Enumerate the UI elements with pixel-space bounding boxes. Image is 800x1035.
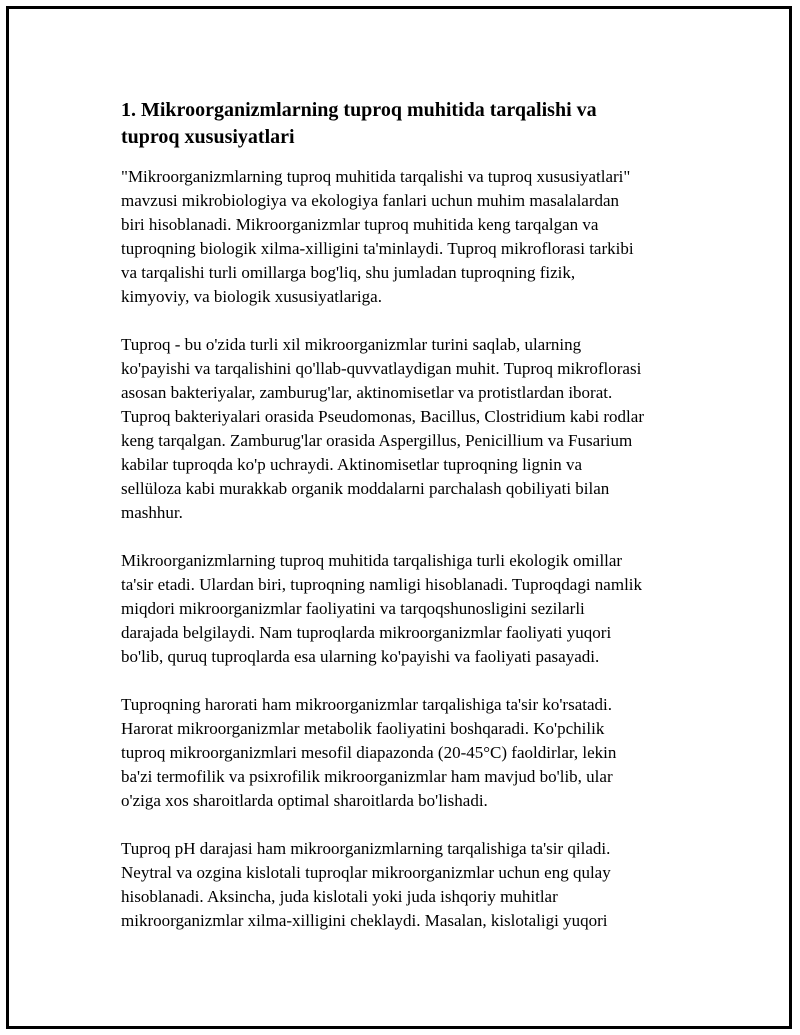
paragraph-3: Mikroorganizmlarning tuproq muhitida tarqalishiga turli ekologik omillar ta'sir etadi. Ulardan biri, tuproqning namligi hisoblanadi. Tuproqdagi namlik miqdori mikroorganizmlar faoliyatini va tarqoqshunosligini sezilarli darajada belgilaydi. Nam tuproqlarda mikroorganizmlar faoliyati yuqori bo'lib, quruq tuproqlarda esa ularning ko'payishi va faoliyati pasayadi. bbox=[121, 551, 643, 666]
paragraph-5: Tuproq pH darajasi ham mikroorganizmlarning tarqalishiga ta'sir qiladi. Neytral va ozgina kislotali tuproqlar mikroorganizmlar uchun eng qulay hisoblanadi. Aksincha, juda kislotali yoki juda ishqoriy muhitlar mikroorganizmlar xilma-xilligini cheklaydi. Masalan, kislotaligi yuqori bbox=[121, 839, 611, 930]
document-content bbox=[121, 97, 701, 957]
paragraph-1: "Mikroorganizmlarning tuproq muhitida tarqalishi va tuproq xususiyatlari" mavzusi mikrobiologiya va ekologiya fanlari uchun muhim masalalardan biri hisoblanadi. Mikroorganizmlar tuproq muhitida keng tarqalgan va tuproqning biologik xilma-xilligini ta'minlaydi. Tuproq mikroflorasi tarkibi va tarqalishi turli omillarga bog'liq, shu jumladan tuproqning fizik, kimyoviy, va biologik xususiyatlariga. bbox=[121, 167, 634, 306]
document-page bbox=[6, 6, 792, 1029]
paragraph-4: Tuproqning harorati ham mikroorganizmlar tarqalishiga ta'sir ko'rsatadi. Harorat mikroorganizmlar metabolik faoliyatini boshqaradi. Ko'pchilik tuproq mikroorganizmlari mesofil diapazonda (20-45°C) faoldirlar, lekin ba'zi termofilik va psixrofilik mikroorganizmlar ham mavjud bo'lib, ular o'ziga xos sharoitlarda optimal sharoitlarda bo'lishadi. bbox=[121, 695, 617, 810]
paragraph-2: Tuproq - bu o'zida turli xil mikroorganizmlar turini saqlab, ularning ko'payishi va tarqalishini qo'llab-quvvatlaydigan muhit. Tuproq mikroflorasi asosan bakteriyalar, zamburug'lar, aktinomisetlar va protistlardan iborat. Tuproq bakteriyalari orasida Pseudomonas, Bacillus, Clostridium kabi rodlar keng tarqalgan. Zamburug'lar orasida Aspergillus, Penicillium va Fusarium kabilar tuproqda ko'p uchraydi. Aktinomisetlar tuproqning lignin va sellüloza kabi murakkab organik moddalarni parchalash qobiliyati bilan mashhur. bbox=[121, 335, 644, 522]
document-title: 1. Mikroorganizmlarning tuproq muhitida tarqalishi va tuproq xususiyatlari bbox=[121, 99, 597, 148]
